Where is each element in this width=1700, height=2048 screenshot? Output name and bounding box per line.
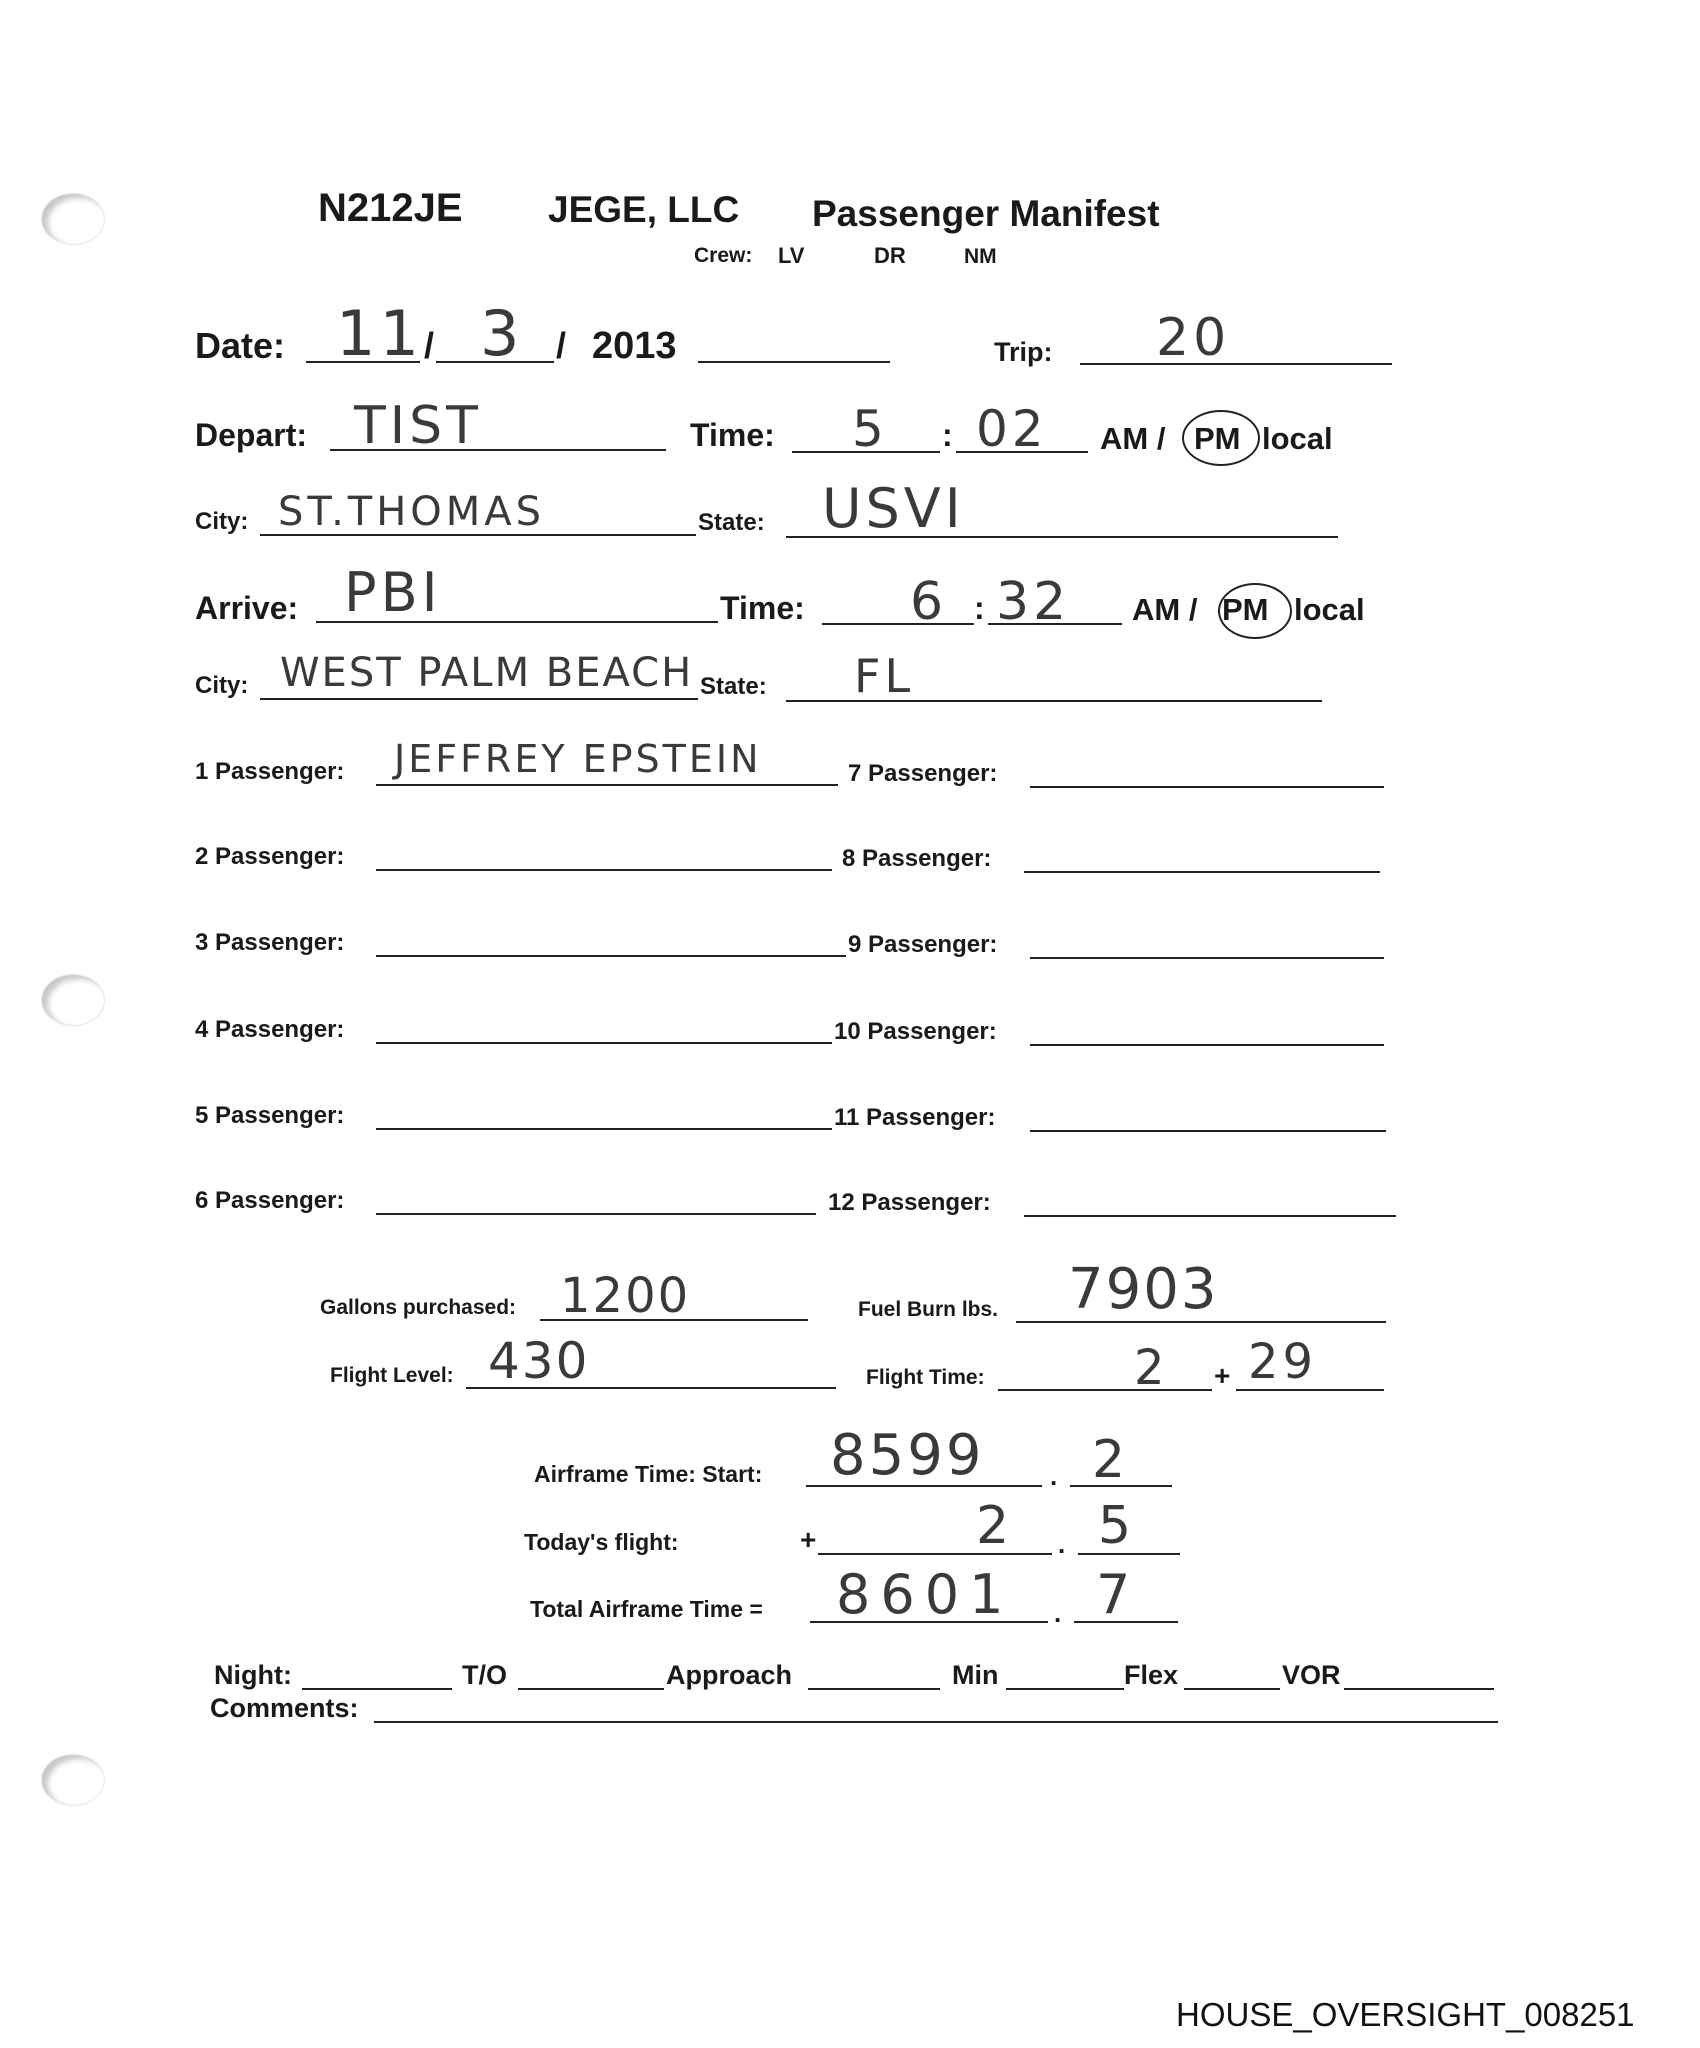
am-option: AM / — [1100, 421, 1166, 456]
approach-line — [808, 1688, 940, 1690]
arrive-hour-line — [822, 623, 974, 625]
crew-member: NM — [964, 245, 997, 268]
airframe-start-label: Airframe Time: Start: — [534, 1461, 763, 1487]
flight-time-label: Flight Time: — [866, 1366, 985, 1389]
depart-label: Depart: — [195, 417, 308, 453]
passenger-5-line — [376, 1128, 832, 1130]
local-label: local — [1294, 592, 1365, 627]
total-airframe-label: Total Airframe Time = — [530, 1596, 763, 1622]
date-year: 2013 — [592, 325, 677, 367]
airframe-start-dot: . — [1050, 1461, 1058, 1491]
passenger-9-line — [1030, 957, 1384, 959]
fuel-burn-value: 7903 — [1068, 1257, 1219, 1322]
passenger-1-line — [376, 784, 838, 786]
flight-level-value: 430 — [488, 1332, 590, 1390]
arrive-time-label: Time: — [720, 590, 805, 626]
arrive-min-value: 32 — [996, 572, 1071, 632]
form-title: Passenger Manifest — [812, 193, 1160, 234]
flight-time-hours-line — [998, 1389, 1212, 1391]
time-colon: : — [942, 417, 953, 453]
depart-min-value: 02 — [976, 400, 1048, 458]
pm-circle-mark — [1182, 410, 1260, 466]
depart-city-label: City: — [195, 508, 249, 535]
arrive-label: Arrive: — [195, 590, 299, 626]
min-line — [1006, 1688, 1124, 1690]
passenger-4-line — [376, 1042, 832, 1044]
arrive-city-label: City: — [195, 672, 249, 699]
total-airframe-tenth-value: 7 — [1096, 1563, 1135, 1626]
flex-label: Flex — [1124, 1660, 1179, 1690]
passenger-3-line — [376, 955, 846, 957]
passenger-9-label: 9 Passenger: — [848, 931, 998, 958]
vor-line — [1344, 1688, 1494, 1690]
time-colon: : — [974, 590, 985, 626]
binder-hole — [42, 975, 104, 1025]
crew-label: Crew: — [694, 244, 753, 267]
flight-time-plus: + — [1214, 1360, 1231, 1391]
date-year-line — [698, 361, 890, 363]
airframe-start-tenth-value: 2 — [1092, 1430, 1130, 1490]
date-month-value: 11 — [336, 297, 423, 370]
pm-circle-mark — [1218, 583, 1292, 639]
todays-flight-whole-value: 2 — [976, 1496, 1014, 1556]
comments-line — [374, 1721, 1498, 1723]
passenger-11-label: 11 Passenger: — [834, 1104, 996, 1131]
depart-city-value: ST.THOMAS — [278, 489, 546, 535]
tail-number: N212JE — [318, 186, 463, 230]
depart-state-label: State: — [698, 509, 765, 536]
pm-option: PM — [1222, 592, 1269, 627]
binder-hole — [42, 1755, 104, 1805]
arrive-state-value: FL — [854, 649, 915, 703]
depart-hour-value: 5 — [852, 400, 888, 458]
todays-flight-whole-line — [818, 1553, 1052, 1555]
fuel-burn-label: Fuel Burn lbs. — [858, 1298, 999, 1321]
passenger-2-line — [376, 869, 832, 871]
vor-label: VOR — [1282, 1660, 1341, 1690]
passenger-4-label: 4 Passenger: — [195, 1016, 345, 1043]
night-line — [302, 1688, 452, 1690]
passenger-1-name: JEFFREY EPSTEIN — [394, 737, 762, 781]
passenger-5-label: 5 Passenger: — [195, 1102, 345, 1129]
passenger-12-line — [1024, 1215, 1396, 1217]
passenger-2-label: 2 Passenger: — [195, 843, 345, 870]
passenger-7-label: 7 Passenger: — [848, 760, 998, 787]
company-name: JEGE, LLC — [548, 189, 740, 230]
bates-number: HOUSE_OVERSIGHT_008251 — [1176, 1996, 1635, 2033]
passenger-6-line — [376, 1213, 816, 1215]
pm-option: PM — [1194, 421, 1241, 456]
gallons-label: Gallons purchased: — [320, 1296, 517, 1319]
flight-time-hours-value: 2 — [1134, 1340, 1169, 1396]
total-airframe-dot: . — [1054, 1598, 1062, 1628]
flight-time-min-value: 29 — [1248, 1334, 1318, 1390]
todays-flight-label: Today's flight: — [524, 1529, 679, 1555]
todays-flight-plus: + — [800, 1524, 817, 1555]
passenger-6-label: 6 Passenger: — [195, 1187, 345, 1214]
flight-level-label: Flight Level: — [330, 1364, 454, 1387]
min-label: Min — [952, 1660, 999, 1690]
todays-flight-tenth-value: 5 — [1098, 1496, 1136, 1556]
crew-member: LV — [778, 243, 805, 268]
trip-label: Trip: — [994, 337, 1053, 367]
gallons-value: 1200 — [560, 1268, 691, 1324]
arrive-hour-value: 6 — [910, 572, 948, 632]
passenger-8-label: 8 Passenger: — [842, 845, 992, 872]
depart-value: TIST — [354, 396, 482, 456]
date-separator: / — [424, 325, 435, 366]
passenger-10-label: 10 Passenger: — [834, 1018, 997, 1045]
flex-line — [1184, 1688, 1280, 1690]
passenger-12-label: 12 Passenger: — [828, 1189, 991, 1216]
to-label: T/O — [462, 1660, 507, 1690]
arrive-city-value: WEST PALM BEACH — [280, 650, 694, 696]
depart-time-label: Time: — [690, 417, 775, 453]
arrive-state-label: State: — [700, 673, 767, 700]
am-option: AM / — [1132, 592, 1198, 627]
local-label: local — [1262, 421, 1333, 456]
todays-flight-dot: . — [1058, 1529, 1066, 1559]
to-line — [518, 1688, 664, 1690]
passenger-1-label: 1 Passenger: — [195, 758, 345, 785]
passenger-8-line — [1024, 871, 1380, 873]
crew-member: DR — [874, 243, 906, 268]
airframe-start-whole-value: 8599 — [830, 1423, 985, 1488]
arrive-value: PBI — [344, 561, 442, 624]
date-separator: / — [556, 325, 567, 366]
passenger-11-line — [1030, 1130, 1386, 1132]
trip-value: 20 — [1156, 308, 1231, 368]
night-label: Night: — [214, 1660, 292, 1690]
date-day-value: 3 — [480, 297, 524, 370]
approach-label: Approach — [666, 1660, 793, 1690]
depart-state-value: USVI — [822, 477, 965, 540]
date-label: Date: — [195, 325, 286, 366]
arrive-city-line — [260, 698, 698, 700]
total-airframe-whole-value: 8601 — [836, 1563, 1014, 1626]
passenger-7-line — [1030, 786, 1384, 788]
binder-hole — [42, 194, 104, 244]
trip-line — [1080, 363, 1392, 365]
comments-label: Comments: — [210, 1693, 359, 1723]
passenger-10-line — [1030, 1044, 1384, 1046]
passenger-3-label: 3 Passenger: — [195, 929, 345, 956]
